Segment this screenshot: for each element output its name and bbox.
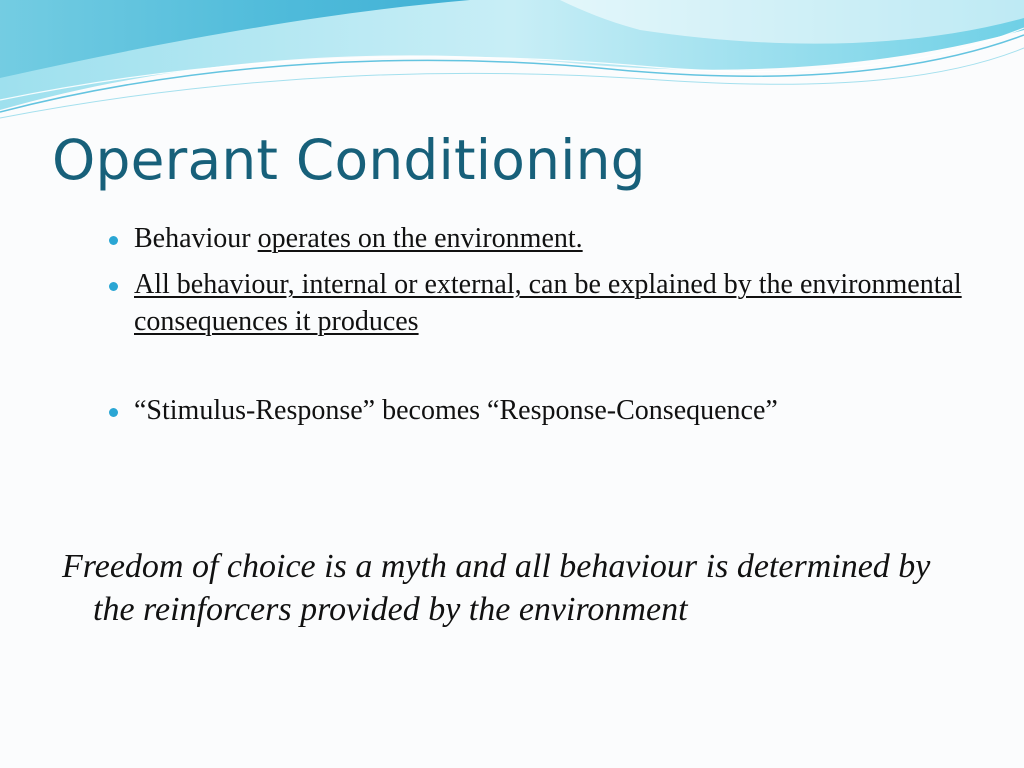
bullet-underlined-text: All behaviour, internal or external, can be explained by the environmental consequences it produces [134,269,962,337]
bullet-list [106,220,986,429]
bullet-underlined-text: operates on the environment. [257,223,583,254]
bullet-text: “Stimulus-Response” becomes “Response-Consequence” [134,395,778,426]
closing-quote: Freedom of choice is a myth and all behaviour is determined by the reinforcers provided by the environment [62,548,931,628]
slide-title: Operant Conditioning [52,128,646,192]
bullet-dot-icon [109,408,118,417]
bullet-item [106,220,986,257]
bullet-item [106,266,986,340]
bullet-dot-icon [109,282,118,291]
header-wave-decoration [0,0,1024,130]
bullet-text: Behaviour [134,223,258,254]
bullet-dot-icon [109,236,118,245]
bullet-item [106,392,986,429]
